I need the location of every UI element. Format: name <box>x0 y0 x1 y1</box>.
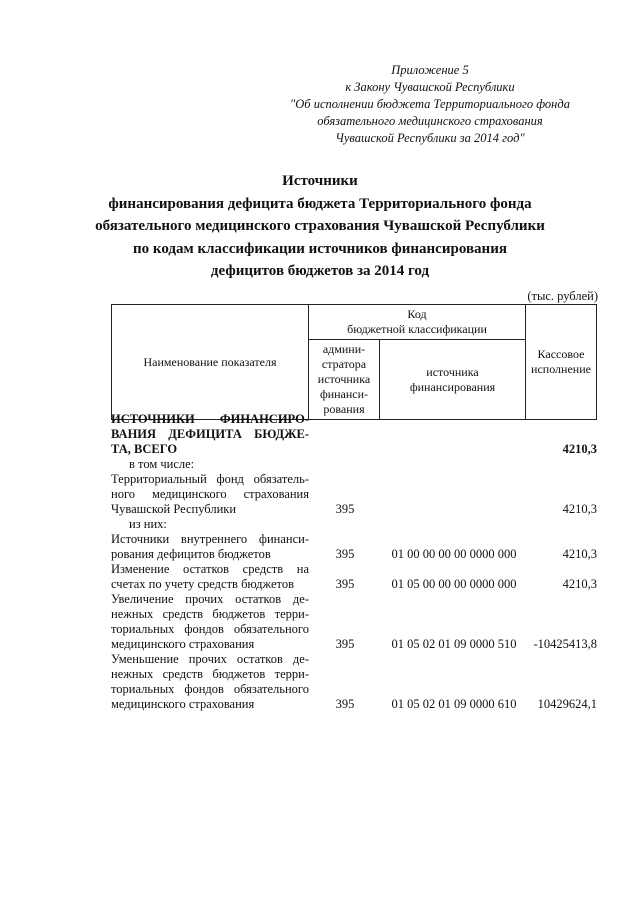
row-name-line: счетах по учету средств бюджетов <box>111 577 294 591</box>
table-row <box>111 517 597 532</box>
row-name-line: медицинского страхования <box>111 697 255 711</box>
row-name-line: ториальных фондов обязательного <box>111 682 309 696</box>
row-name-line: Уменьшение прочих остатков де- <box>111 652 309 666</box>
document-title <box>60 170 580 283</box>
row-admin-code: 395 <box>335 577 355 591</box>
row-name-line: Изменение остатков средств на <box>111 562 309 576</box>
row-name <box>111 412 309 457</box>
title-line: по кодам классификации источников финансирования <box>133 240 507 257</box>
header-source-line: финансирования <box>409 379 496 394</box>
row-name-line: нежных средств бюджетов терри- <box>111 607 309 621</box>
row-name <box>111 472 309 517</box>
header-code <box>309 305 526 340</box>
row-value: 10429624,1 <box>537 697 597 711</box>
row-source-code: 01 05 00 00 00 0000 000 <box>391 577 517 591</box>
row-value: 4210,3 <box>562 442 597 456</box>
table-row <box>111 652 597 712</box>
row-source-code: 01 05 02 01 09 0000 510 <box>391 637 517 651</box>
table-row <box>111 562 597 592</box>
row-source-code: 01 00 00 00 00 0000 000 <box>391 547 517 561</box>
table-header <box>111 304 597 420</box>
header-source <box>380 340 526 420</box>
header-admin <box>309 340 380 420</box>
title-line: обязательного медицинского страхования Чувашской Республики <box>95 218 545 234</box>
table-row <box>111 457 597 472</box>
row-name <box>111 517 327 532</box>
row-name-line: Увеличение прочих остатков де- <box>111 592 309 606</box>
header-admin-line: финанси- <box>319 387 369 401</box>
row-name-line: в том числе: <box>129 457 195 471</box>
appendix-line: "Об исполнении бюджета Территориального фонда <box>290 97 570 111</box>
row-name-line: ТА, ВСЕГО <box>111 442 178 456</box>
table-row <box>111 592 597 652</box>
table-row <box>111 412 597 457</box>
row-name-line: медицинского страхования <box>111 637 255 651</box>
row-name-line: ного медицинского страхования <box>111 487 309 501</box>
row-source-code: 01 05 02 01 09 0000 610 <box>391 697 517 711</box>
row-admin-code: 395 <box>335 502 355 516</box>
row-value: 4210,3 <box>562 547 597 561</box>
row-value: 4210,3 <box>562 577 597 591</box>
header-admin-line: стратора <box>321 357 367 371</box>
header-execution-line: исполнение <box>531 362 591 376</box>
row-value: -10425413,8 <box>533 637 597 651</box>
header-admin-line: рования <box>323 402 365 416</box>
row-admin-code: 395 <box>335 697 355 711</box>
table-row <box>111 472 597 517</box>
row-name-line: ИСТОЧНИКИ ФИНАНСИРО- <box>111 412 309 426</box>
row-admin-code: 395 <box>335 637 355 651</box>
header-code-line: бюджетной классификации <box>347 322 487 336</box>
row-name <box>111 652 309 712</box>
appendix-line: обязательного медицинского страхования <box>317 114 543 128</box>
appendix-note <box>260 62 600 147</box>
header-name: Наименование показателя <box>112 305 309 420</box>
table-body <box>111 412 597 712</box>
header-code-line: Код <box>407 307 427 321</box>
header-execution-line: Кассовое <box>537 347 585 361</box>
row-value: 4210,3 <box>562 502 597 516</box>
row-admin-code: 395 <box>335 547 355 561</box>
row-name <box>111 457 327 472</box>
row-name <box>111 562 309 592</box>
row-name-line: Территориальный фонд обязатель- <box>111 472 309 486</box>
header-execution <box>526 305 597 420</box>
header-admin-line: источника <box>317 372 371 386</box>
row-name-line: из них: <box>129 517 167 531</box>
row-name-line: ВАНИЯ ДЕФИЦИТА БЮДЖЕ- <box>111 427 309 441</box>
table-row <box>111 532 597 562</box>
unit-label: (тыс. рублей) <box>527 289 598 303</box>
row-name-line: ториальных фондов обязательного <box>111 622 309 636</box>
row-name-line: нежных средств бюджетов терри- <box>111 667 309 681</box>
appendix-line: Приложение 5 <box>391 63 469 77</box>
row-name-line: Чувашской Республики <box>111 502 237 516</box>
row-name-line: рования дефицитов бюджетов <box>111 547 271 561</box>
title-line: финансирования дефицита бюджета Территориального фонда <box>108 195 532 212</box>
appendix-line: Чувашской Республики за 2014 год" <box>335 131 525 145</box>
row-name <box>111 532 309 562</box>
appendix-line: к Закону Чувашской Республики <box>345 80 515 94</box>
header-source-line: источника <box>426 364 479 379</box>
title-line: Источники <box>282 173 358 189</box>
header-admin-line: админи- <box>322 342 366 356</box>
row-name-line: Источники внутреннего финанси- <box>111 532 309 546</box>
row-name <box>111 592 309 652</box>
title-line: дефицитов бюджетов за 2014 год <box>210 263 430 279</box>
